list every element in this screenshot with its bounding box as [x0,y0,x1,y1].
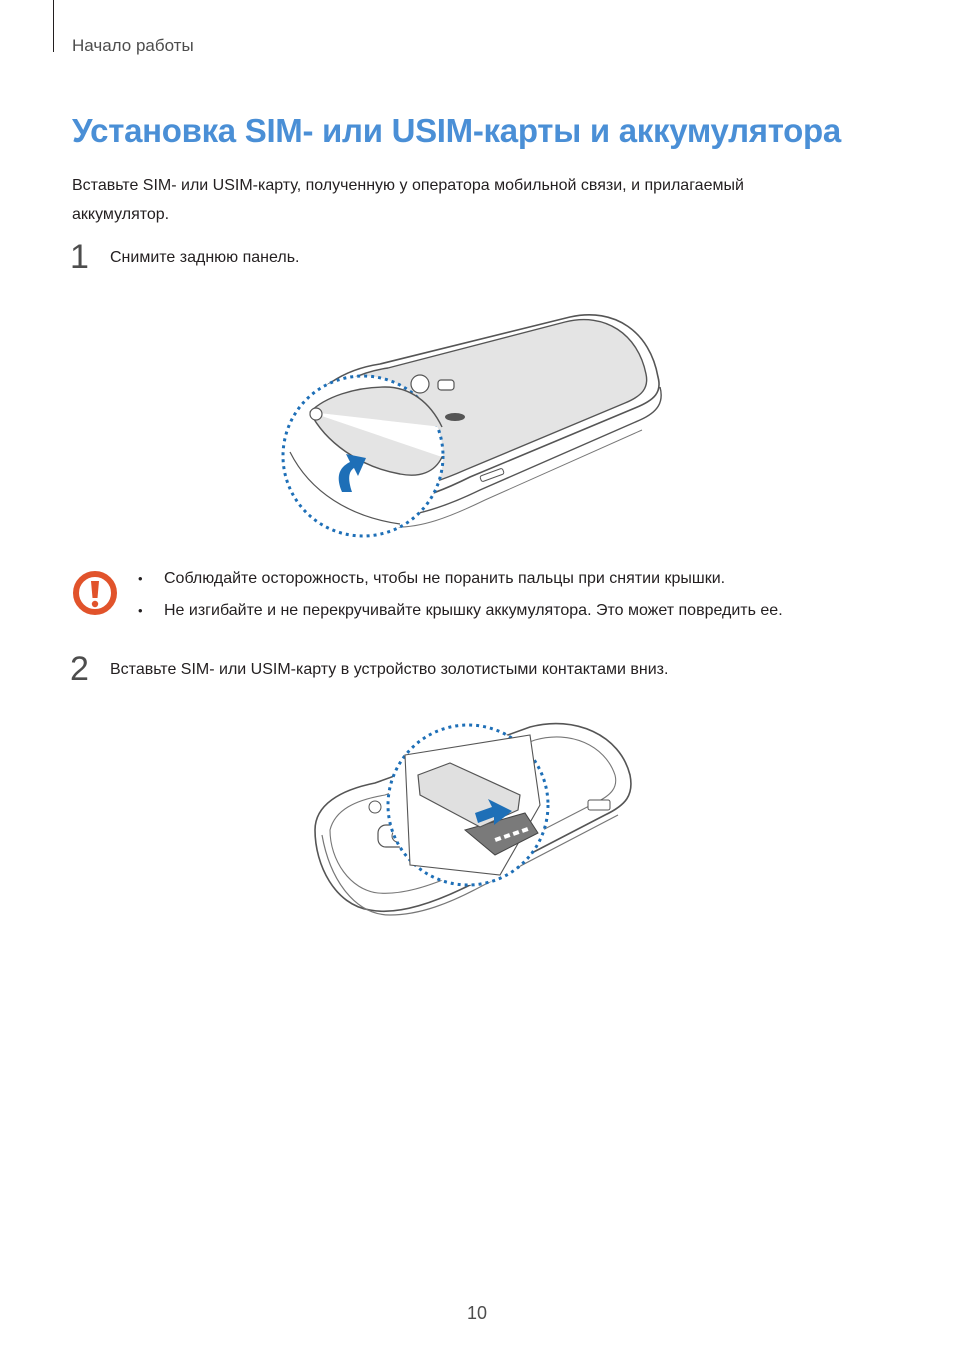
step-1-text: Снимите заднюю панель. [110,249,300,266]
caution-item-text: Не изгибайте и не перекручивайте крышку аккумулятора. Это может повредить ее. [164,602,783,619]
insert-sim-illustration [300,715,640,925]
section-header: Начало работы [72,36,194,55]
caution-item [138,567,783,599]
caution-item [138,599,783,631]
caution-icon [71,569,119,617]
step-1-number: 1 [70,238,89,276]
step-2-text: Вставьте SIM- или USIM-карту в устройство золотистыми контактами вниз. [110,661,669,678]
page-margin-rule [53,0,54,52]
caution-list [138,567,783,631]
bullet-icon: • [138,571,143,586]
step-2-number: 2 [70,650,89,688]
bullet-icon: • [138,603,143,618]
remove-back-cover-illustration [270,292,680,542]
caution-item-text: Соблюдайте осторожность, чтобы не поранить пальцы при снятии крышки. [164,570,726,587]
intro-paragraph: Вставьте SIM- или USIM-карту, полученную у оператора мобильной связи, и прилагаемый аккумулятор. [72,177,744,223]
page-number: 10 [466,1303,488,1323]
page-title: Установка SIM- или USIM-карты и аккумулятора [72,112,841,149]
